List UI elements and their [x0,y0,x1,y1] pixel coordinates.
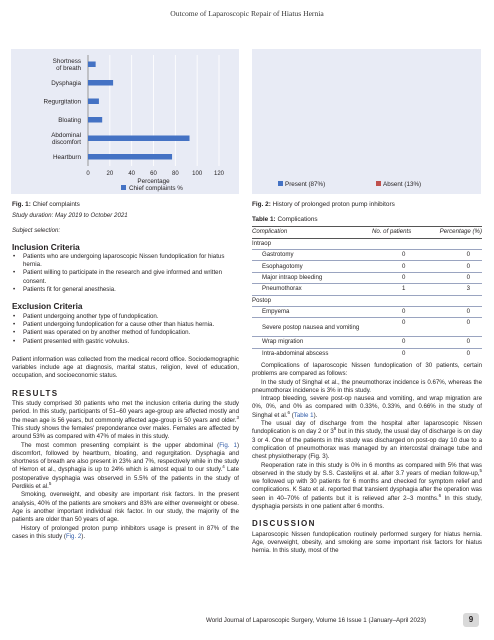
x-tick-label: 120 [213,171,225,177]
table-cell: Wrap migration [252,337,372,348]
table-cell: Severe postop nausea and vomiting [252,318,372,337]
table-cell: 0 [372,337,430,348]
legend-label: Present (87%) [285,181,326,188]
category-label: Regurgitation [43,98,81,106]
exclusion-list [12,313,239,346]
exclusion-heading: Exclusion Criteria [12,301,83,312]
table-cell: 0 [430,307,482,318]
figure-2-chart [252,49,481,194]
table-cell: 1 [372,284,430,295]
table-cell: 0 [372,261,430,272]
category-label: Dysphagia [51,79,81,87]
x-tick-label: 100 [192,171,203,177]
bar [88,154,172,160]
list-item: • Patient undergoing another type of fundoplication. [12,313,239,321]
table-cell: 0 [430,318,482,337]
left-column [12,212,239,541]
results-paragraph-2: The most common presenting complaint is the upper abdominal (Fig. 1) discomfort, followed by heartburn, bloating, and regurgitation. Dysphagia and shortness of breath are also present in 23% and 7%, respectively while in the study of Herron et al., dysphagia is up to 24% which is almost equal to our study.$^4$ Late postoperative dysphagia was observed in 5.5% of the patients in the study of Perdikis et al.$^5$ [12,441,240,491]
table-row [252,318,482,337]
table-cell: Empyema [252,307,372,318]
table-cell [372,238,430,249]
subject-selection: Subject selection: [12,227,61,235]
table-row [252,295,482,306]
table-row [252,337,482,348]
category-label: Heartburn [52,153,81,161]
column-header: Complication [252,227,372,238]
list-item: • Patient undergoing fundoplication for a cause other than hiatus hernia. [12,321,239,329]
table-cell: Intraop [252,238,372,249]
results-paragraph-1: This study comprised 30 patients who met the inclusion criteria during the study period. In this study, participants of 51–60 years age-group are affected mostly and the mean age is 56 years, but commonly affected age-group is 50 years and older.$^3$ This study shows the females' preponderance over males. Females are affected by around 53% as compared with 47% of males in this study. [12,400,239,441]
legend-swatch [278,181,283,186]
category-label: Bloating [58,116,81,124]
figure-2-caption: Fig. 2: History of prolonged proton pump inhibitors [252,201,395,208]
table-1-link[interactable]: Table 1 [293,411,314,419]
table-row [252,261,482,272]
bar [88,80,113,86]
column-header: No. of patients [372,227,430,238]
complications-paragraph-2: In the study of Singhal et al., the pneumothorax incidence is 0.67%, whereas the pneumothorax incidence is 3% in this study. [252,378,482,394]
ppi-history-chart [252,49,481,194]
table-cell: Esophagotomy [252,261,372,272]
bar [88,99,99,105]
table-cell: 0 [430,261,482,272]
category-label: Abdominal discomfort [51,131,81,146]
table-header-row [252,227,482,238]
table-cell [430,295,482,306]
table-cell [372,295,430,306]
table-cell: Intra-abdominal abscess [262,349,329,357]
legend-label: Chief complaints % [129,185,183,192]
table-cell: Gastrotomy [252,250,372,261]
study-duration: Study duration: May 2019 to October 2021 [12,212,128,219]
list-item: • Patient willing to participate in the research and give informed and written consent. [12,269,239,286]
chief-complaints-bar-chart [11,49,239,194]
bar [88,117,102,123]
table-row [252,272,482,283]
table-cell: 0 [402,349,406,357]
table-cell: 0 [466,349,470,357]
legend-label: Absent (13%) [383,181,422,188]
table-cell: 0 [430,250,482,261]
table-cell: Pneumothorax [252,284,372,295]
inclusion-list [12,253,239,294]
legend-swatch [121,185,126,190]
figure-1-chart [11,49,239,194]
table-cell: 0 [372,307,430,318]
journal-footer: World Journal of Laparoscopic Surgery, Volume 16 Issue 1 (January–April 2023) [206,617,426,624]
x-tick-label: 20 [106,171,114,177]
category-label: Shortness of breath [52,57,81,72]
table-cell: 0 [430,272,482,283]
table-cell: 0 [372,272,430,283]
discussion-paragraph: Laparoscopic Nissen fundoplication routinely performed surgery for hiatus hernia. Age, overweight, obesity, and smoking are some important risk factors for hiatus hernia. In this study, most of the [252,530,482,555]
table-cell: Major intraop bleeding [252,272,372,283]
bar [88,136,190,142]
table-1 [252,216,482,359]
table-row [252,307,482,318]
running-title: Outcome of Laparoscopic Repair of Hiatus Hernia [170,9,324,18]
complications-paragraph-4: The usual day of discharge from the hospital after laparoscopic Nissen fundoplication is on day 2 or $3^6$ but in this study, the usual day of discharge is on day 3 or 4. One of the patients in this study was discharged on post-op day 10 due to a complication of pneumothorax was managed by an intercostal drainage tube and chest physiotherapy (Fig. 3). [252,420,482,461]
table-cell: Postop [252,295,372,306]
complications-table [252,226,482,359]
list-item: • Patient presented with gastric volvulus. [12,338,239,346]
list-item: • Patients who are undergoing laparoscopic Nissen fundoplication for hiatus hernia. [12,253,239,270]
table-cell: 0 [372,318,430,337]
discussion-heading: DISCUSSION [252,519,316,529]
complications-paragraph-5: Reoperation rate in this study is 0% in 6 months as compared with 5% that was observed in the study by S.S. Castelijns et al. after 3.7 years of median follow-up,$^5$ we followed up with 30 patients for 6 months and checked for symptom relief and complications. K Sato et al. reported that transient dysphagia after the operation was seen in 40–70% of patients but it is relieved after 2–3 months.$^6$ In this study, dysphagia persists in one patient after 6 months. [252,461,482,511]
table-row [252,250,482,261]
table-row [252,238,482,249]
results-paragraph-3: Smoking, overweight, and obesity are important risk factors. In the present analysis, 40% of the patients are smokers and 83% are either overweight or obese. Age is another important individual risk factor. In our study, the majority of the patients are older than 50 years of age. [12,491,239,524]
inclusion-heading: Inclusion Criteria [12,241,80,252]
x-tick-label: 40 [128,171,136,177]
table-cell: 0 [372,250,430,261]
fig-2-link[interactable]: Fig. 2 [65,532,82,540]
x-tick-label: 60 [150,171,157,177]
right-column [252,362,482,556]
table-cell [430,238,482,249]
legend-swatch [376,181,381,186]
x-axis-label: Percentage [137,178,170,185]
table-row [252,348,482,359]
list-item: • Patient was operated on by another method of fundoplication. [12,329,239,337]
complications-paragraph-3: Intraop bleeding, severe post-op nausea and vomiting, and wrap migration are 0%, 0%, and 0% as compared with 0.33%, 0.33%, and 0.66% in the study of Singhal et al.$^6$ (Table 1). [252,395,482,419]
fig-1-link[interactable]: Fig. 1 [219,441,237,449]
figure-1-caption: Fig. 1: Chief complaints [12,201,80,208]
x-tick-label: 0 [86,171,90,177]
page-number: 9 [463,613,479,627]
list-item: • Patients fit for general anesthesia. [12,286,239,294]
results-paragraph-4: History of prolonged proton pump inhibitors usage is present in 87% of the cases in this study (Fig. 2). [12,524,239,540]
x-tick-label: 80 [171,171,179,177]
complications-paragraph-1: Complications of laparoscopic Nissen fundoplication of 30 patients, certain problems are compared as follows: [252,362,482,378]
table-1-title: Table 1: Complications [252,216,318,223]
table-cell: 0 [430,337,482,348]
results-heading: RESULTS [12,388,59,398]
table-row [252,284,482,295]
collection-paragraph: Patient information was collected from the medical record office. Sociodemographic variables include age at diagnosis, marital status, religion, level of education, occupation, and socioeconomic status. [12,355,239,380]
column-header: Percentage (%) [430,227,482,238]
table-cell: 3 [430,284,482,295]
bar [88,62,96,68]
